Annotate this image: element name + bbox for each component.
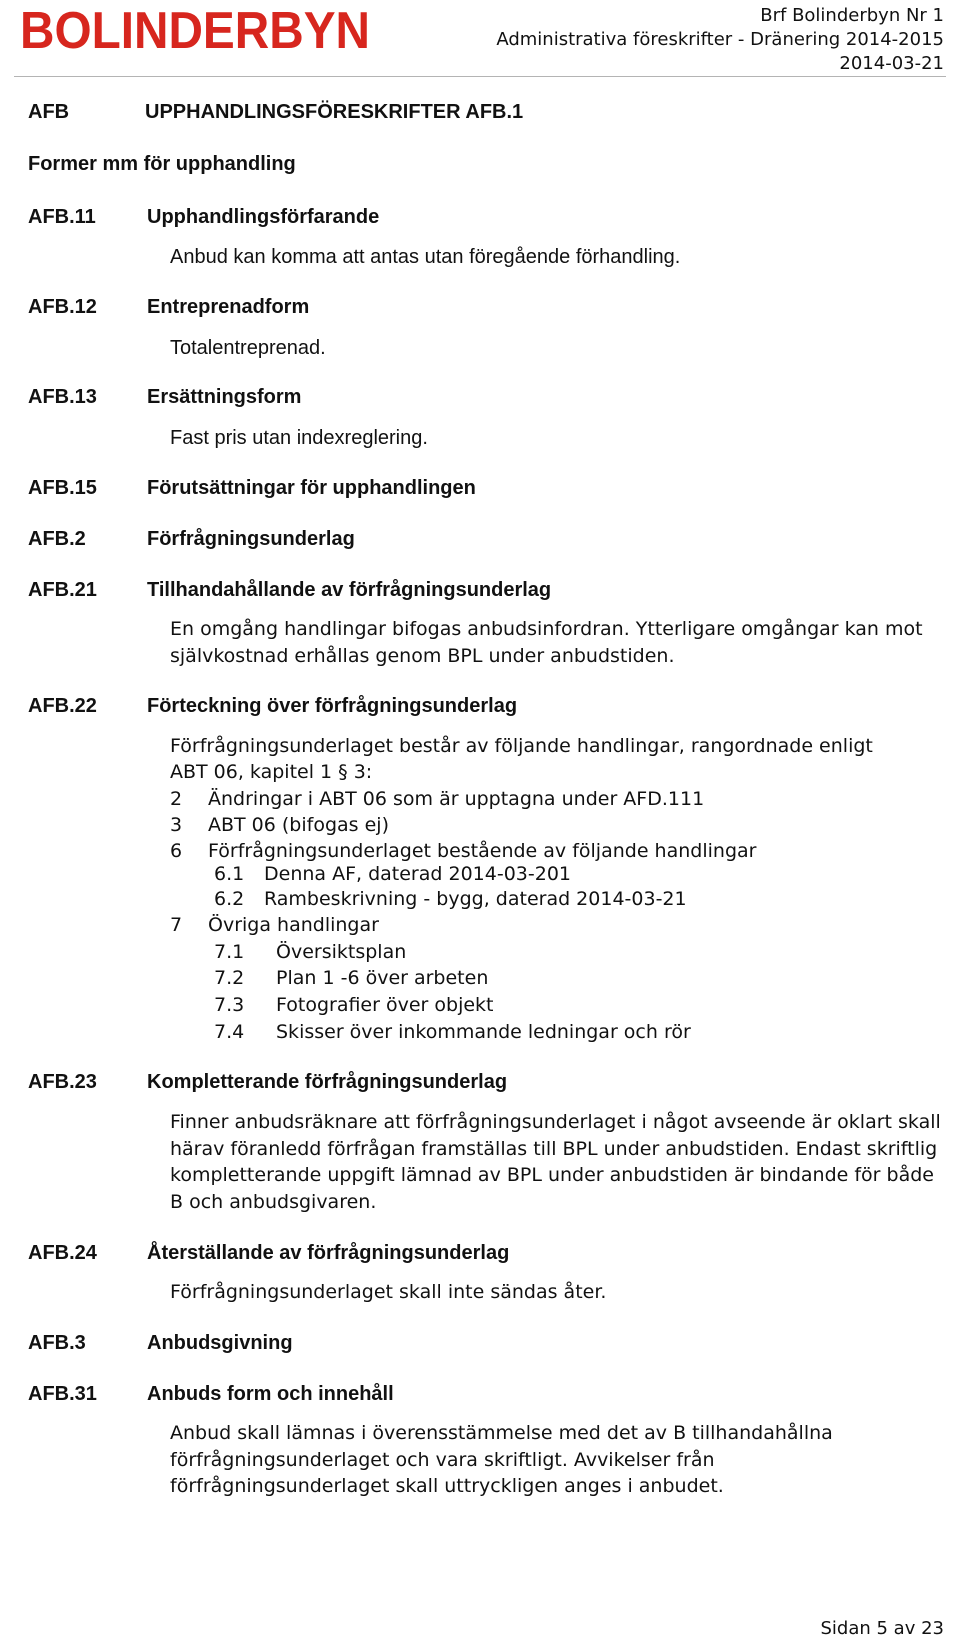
section-title: Upphandlingsförfarande <box>147 206 380 228</box>
list-number: 6 <box>170 840 183 862</box>
section-code: AFB.31 <box>28 1383 97 1405</box>
list-item: Fotografier över objekt <box>276 994 494 1016</box>
svg-text:BOLINDERBYN: BOLINDERBYN <box>20 2 370 56</box>
list-item: Skisser över inkommande ledningar och rör <box>276 1021 691 1043</box>
section-text: förfrågningsunderlaget skall uttryckligen anges i anbudet. <box>170 1475 724 1497</box>
section-text: B och anbudsgivaren. <box>170 1191 377 1213</box>
section-code: AFB.13 <box>28 386 97 408</box>
header-subtitle: Administrativa föreskrifter - Dränering 2014-2015 <box>496 29 944 50</box>
section-text: Förfrågningsunderlaget består av följande handlingar, rangordnade enligt <box>170 735 873 757</box>
list-number: 7.3 <box>214 994 245 1016</box>
section-code-afb: AFB <box>28 101 70 123</box>
section-title: Anbuds form och innehåll <box>147 1383 394 1405</box>
section-code: AFB.11 <box>28 206 96 228</box>
section-text: Anbud kan komma att antas utan föregående förhandling. <box>170 246 681 268</box>
list-item: Denna AF, daterad 2014-03-201 <box>264 863 571 885</box>
section-text: En omgång handlingar bifogas anbudsinfordran. Ytterligare omgångar kan mot <box>170 618 923 640</box>
section-title: Entreprenadform <box>147 296 310 318</box>
section-text: härav föranledd förfrågan framställas till BPL under anbudstiden. Endast skriftlig <box>170 1138 938 1160</box>
section-title: Återställande av förfrågningsunderlag <box>147 1242 510 1264</box>
list-item: Plan 1 -6 över arbeten <box>276 967 489 989</box>
section-text: Totalentreprenad. <box>170 337 326 359</box>
group-heading: Former mm för upphandling <box>28 153 296 175</box>
section-code: AFB.12 <box>28 296 97 318</box>
section-text: Finner anbudsräknare att förfrågningsunderlaget i något avseende är oklart skall <box>170 1111 941 1133</box>
list-number: 7.1 <box>214 941 245 963</box>
list-number: 6.1 <box>214 863 245 885</box>
section-title: Förutsättningar för upphandlingen <box>147 477 476 499</box>
section-text: Förfrågningsunderlaget skall inte sändas åter. <box>170 1281 607 1303</box>
list-number: 7 <box>170 914 183 936</box>
section-text: kompletterande uppgift lämnad av BPL under anbudstiden är bindande för både <box>170 1164 934 1186</box>
list-item: Rambeskrivning - bygg, daterad 2014-03-21 <box>264 888 687 910</box>
section-code: AFB.2 <box>28 528 86 550</box>
list-number: 3 <box>170 814 183 836</box>
header-date: 2014-03-21 <box>839 53 944 74</box>
section-text: självkostnad erhållas genom BPL under anbudstiden. <box>170 645 675 667</box>
list-item: Övriga handlingar <box>208 914 379 936</box>
list-item: Förfrågningsunderlaget bestående av följande handlingar <box>208 840 757 862</box>
section-title-afb: UPPHANDLINGSFÖRESKRIFTER AFB.1 <box>145 101 524 123</box>
header-org: Brf Bolinderbyn Nr 1 <box>760 5 944 26</box>
section-code: AFB.3 <box>28 1332 86 1354</box>
section-text: Anbud skall lämnas i överensstämmelse med det av B tillhandahållna <box>170 1422 833 1444</box>
section-code: AFB.21 <box>28 579 97 601</box>
section-title: Ersättningsform <box>147 386 302 408</box>
section-code: AFB.22 <box>28 695 97 717</box>
header-divider <box>14 76 946 77</box>
bolinderbyn-logo <box>16 2 376 56</box>
section-code: AFB.15 <box>28 477 97 499</box>
section-title: Anbudsgivning <box>147 1332 293 1354</box>
list-number: 6.2 <box>214 888 245 910</box>
section-text: Fast pris utan indexreglering. <box>170 427 428 449</box>
list-item: ABT 06 (bifogas ej) <box>208 814 389 836</box>
section-title: Tillhandahållande av förfrågningsunderlag <box>147 579 552 601</box>
page-number: Sidan 5 av 23 <box>820 1618 944 1639</box>
section-code: AFB.24 <box>28 1242 97 1264</box>
section-text: förfrågningsunderlaget och vara skriftligt. Avvikelser från <box>170 1449 715 1471</box>
list-item: Ändringar i ABT 06 som är upptagna under AFD.111 <box>208 788 705 810</box>
section-title: Förfrågningsunderlag <box>147 528 355 550</box>
section-text: ABT 06, kapitel 1 § 3: <box>170 761 373 783</box>
list-number: 7.4 <box>214 1021 245 1043</box>
list-number: 7.2 <box>214 967 245 989</box>
list-number: 2 <box>170 788 183 810</box>
section-title: Förteckning över förfrågningsunderlag <box>147 695 518 717</box>
section-title: Kompletterande förfrågningsunderlag <box>147 1071 508 1093</box>
list-item: Översiktsplan <box>276 941 407 963</box>
section-code: AFB.23 <box>28 1071 97 1093</box>
